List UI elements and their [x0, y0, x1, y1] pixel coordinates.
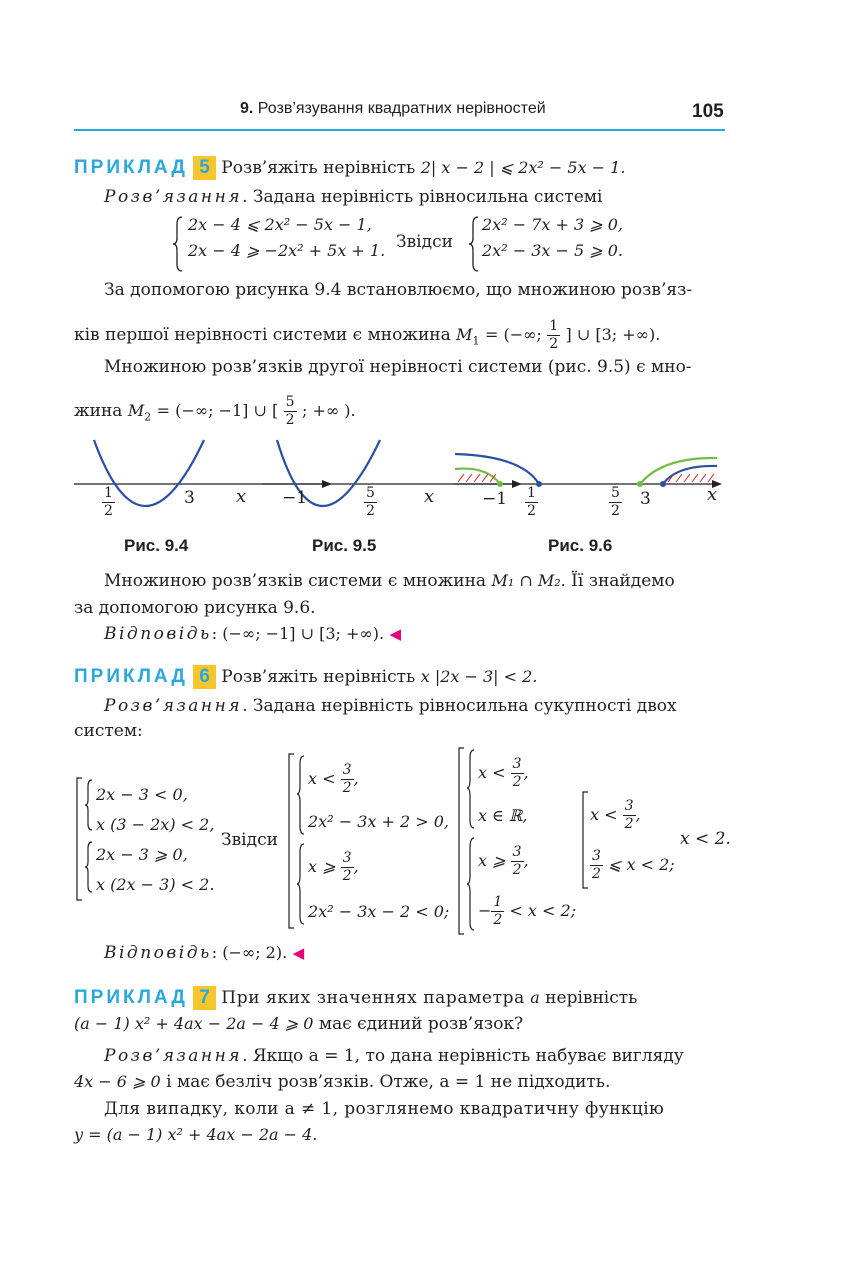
- system2-line2: 2x² − 3x − 5 ⩾ 0.: [482, 241, 623, 260]
- example7-para-line2: y = (a − 1) x² + 4ax − 2a − 4.: [74, 1125, 318, 1144]
- fig95-root2: [364, 485, 377, 520]
- example6-result: x < 2.: [680, 829, 731, 849]
- example7-heading: [74, 986, 637, 1010]
- m1-part2: ] ∪ [3; +∞).: [565, 325, 661, 344]
- example6-solution-intro2: систем:: [74, 721, 143, 741]
- m1-sub: 1: [472, 334, 480, 348]
- fig95-root2-num: 5: [366, 485, 375, 501]
- frac-den: 2: [592, 866, 601, 882]
- para3-line1: [104, 570, 675, 592]
- fig96-p2-num: 1: [527, 485, 536, 501]
- frac-3-2: [590, 848, 603, 883]
- example7-task-math: (a − 1) x² + 4ax − 2a − 4 ⩾ 0: [74, 1014, 314, 1033]
- m2-part2: ; +∞ ).: [301, 401, 356, 420]
- example7-task: При яких значеннях параметра: [221, 988, 525, 1008]
- fig94-root1-den: 2: [104, 503, 113, 519]
- section-number: 9.: [240, 100, 254, 117]
- fig96-p3-den: 2: [611, 503, 620, 519]
- fig96-p2-den: 2: [527, 503, 536, 519]
- solution-line2-text: і має безліч розв’язків. Отже, a = 1 не підходить.: [166, 1072, 611, 1092]
- example6-answer: [104, 942, 304, 964]
- frac-3-2: [511, 844, 524, 879]
- s3-line4-text: < x < 2;: [509, 901, 577, 920]
- fig95-caption: Рис. 9.5: [312, 536, 377, 555]
- s3-line2: x ∈ ℝ,: [478, 806, 528, 825]
- para1-line2-text: ків першої нерівності системи є множина: [74, 325, 451, 345]
- fig94-root1: [102, 485, 115, 520]
- para3-line2: за допомогою рисунка 9.6.: [74, 598, 316, 618]
- para3-math: M₁ ∩ M₂.: [491, 571, 566, 590]
- system1-line2: 2x − 4 ⩾ −2x² + 5x + 1.: [188, 241, 386, 260]
- m2-frac-den: 2: [285, 412, 295, 428]
- example7-para-line1: Для випадку, коли a ≠ 1, розглянемо квадратичну функцію: [104, 1099, 665, 1119]
- para3-cont: Її знайдемо: [571, 571, 675, 591]
- fig94-root1-num: 1: [104, 485, 113, 501]
- zvidsy-label: Звідси: [396, 232, 453, 252]
- s1-line4: x (2x − 3) < 2.: [96, 875, 215, 894]
- answer-label: Відповідь: [104, 624, 212, 644]
- solution-intro-text: . Задана нерівність рівносильна сукупності двох: [242, 696, 677, 716]
- figures-9-4-9-6: [72, 432, 732, 527]
- example6-task-math: x |2x − 3| < 2.: [420, 667, 538, 686]
- s2-line3-text: x ⩾: [308, 857, 336, 876]
- s3-line4-minus: −: [478, 901, 492, 920]
- frac-num: 1: [493, 894, 503, 910]
- example6-number: 6: [193, 665, 216, 689]
- brace-icon: [172, 216, 184, 272]
- frac-num: 3: [592, 848, 601, 864]
- example6-task: Розв’яжіть нерівність: [221, 667, 416, 687]
- frac-num: 3: [342, 850, 352, 866]
- s4-line1-text: x <: [590, 805, 618, 824]
- m1-frac-den: 2: [549, 336, 559, 352]
- frac-num: 3: [624, 798, 634, 814]
- solution-line1-text: . Якщо a = 1, то дана нерівність набуває вигляду: [242, 1046, 684, 1066]
- s1-line3: 2x − 3 ⩾ 0,: [96, 845, 188, 864]
- solution-line2-math: 4x − 6 ⩾ 0: [74, 1072, 161, 1091]
- example5-task: Розв’яжіть нерівність: [221, 158, 416, 178]
- fig96-p2: [525, 485, 538, 520]
- para1-line1: За допомогою рисунка 9.4 встановлюємо, що множиною розв’яз-: [104, 280, 693, 300]
- frac-3-2: [623, 798, 636, 833]
- bracket-icon: [456, 746, 480, 936]
- example6-solution-intro: [104, 695, 677, 717]
- param-a: a: [530, 988, 540, 1007]
- solution-label: Розв’язання: [104, 187, 243, 207]
- s3-line3-text: x ⩾: [478, 851, 506, 870]
- answer-label: Відповідь: [104, 943, 212, 963]
- s1-line2: x (3 − 2x) < 2,: [96, 815, 215, 834]
- answer-text: : (−∞; 2).: [211, 943, 288, 962]
- zvidsy-label-2: Звідси: [221, 830, 278, 850]
- m2-sub: 2: [144, 410, 152, 424]
- s3-line1-text: x <: [478, 763, 506, 782]
- m2-label: M: [127, 401, 145, 420]
- example7-solution-line2: [74, 1071, 610, 1093]
- bracket-icon: [580, 790, 590, 890]
- fig95-axis: x: [424, 486, 435, 507]
- frac-den: 2: [493, 912, 503, 928]
- m1-part1: = (−∞;: [484, 325, 542, 344]
- m2-frac-num: 5: [285, 394, 295, 410]
- example5-number: 5: [193, 156, 216, 180]
- m1-label: M: [456, 325, 473, 344]
- frac-den: 2: [512, 862, 522, 878]
- answer-text: : (−∞; −1] ∪ [3; +∞).: [211, 624, 385, 643]
- para2-line1: Множиною розв’язків другої нерівності системи (рис. 9.5) є мно-: [104, 357, 692, 377]
- frac-den: 2: [624, 816, 634, 832]
- m2-fraction: [284, 394, 297, 429]
- example7-label: ПРИКЛАД: [74, 987, 188, 1008]
- fig96-caption: Рис. 9.6: [548, 536, 613, 555]
- frac-3-2: [511, 756, 524, 791]
- m1-fraction: [547, 318, 560, 353]
- m2-part1: = (−∞; −1] ∪ [: [156, 401, 279, 420]
- example5-solution-intro: [104, 186, 602, 208]
- frac-num: 3: [342, 762, 352, 778]
- solution-label: Розв’язання: [104, 1046, 243, 1066]
- example5-label: ПРИКЛАД: [74, 157, 188, 178]
- system1-line1: 2x − 4 ⩽ 2x² − 5x − 1,: [188, 215, 372, 234]
- fig96-axis: x: [707, 484, 718, 505]
- s2-line2: 2x² − 3x + 2 > 0,: [308, 812, 449, 831]
- s2-line4: 2x² − 3x − 2 < 0;: [308, 902, 450, 921]
- fig96-p4: 3: [640, 489, 651, 509]
- end-mark-icon: ◀: [292, 944, 305, 962]
- frac-num: 3: [512, 756, 522, 772]
- example7-number: 7: [193, 986, 216, 1010]
- fig94-root2: 3: [184, 488, 195, 508]
- bracket-icon: [286, 752, 310, 930]
- fig95-root1: −1: [282, 488, 308, 508]
- header-rule: [74, 129, 725, 131]
- frac-den: 2: [342, 780, 352, 796]
- page-number: 105: [692, 101, 724, 122]
- fig96-p3-num: 5: [611, 485, 620, 501]
- example6-label: ПРИКЛАД: [74, 666, 188, 687]
- m1-frac-num: 1: [549, 318, 559, 334]
- para2-line2-text: жина: [74, 401, 123, 421]
- section-title: Розв’язування квадратних нерівностей: [257, 100, 546, 117]
- fig95-root2-den: 2: [366, 503, 375, 519]
- frac-3-2: [341, 850, 354, 885]
- example7-task-end: нерівність: [545, 988, 638, 1008]
- running-header: [240, 100, 546, 118]
- frac-den: 2: [512, 774, 522, 790]
- fig96-p3: [609, 485, 622, 520]
- solution-intro-text: . Задана нерівність рівносильна системі: [242, 187, 603, 207]
- frac-num: 3: [512, 844, 522, 860]
- example5-task-math: 2| x − 2 | ⩽ 2x² − 5x − 1.: [420, 158, 626, 177]
- solution-label: Розв’язання: [104, 696, 243, 716]
- example5-answer: [104, 623, 401, 645]
- example7-task-line2-end: має єдиний розв’язок?: [318, 1014, 524, 1034]
- frac-3-2: [341, 762, 354, 797]
- fig94-axis: x: [236, 486, 247, 507]
- fig96-graph: [454, 454, 722, 488]
- fig94-caption: Рис. 9.4: [124, 536, 189, 555]
- example6-heading: [74, 665, 537, 689]
- fig96-p1: −1: [482, 489, 508, 509]
- example7-task-line2: [74, 1013, 523, 1035]
- example5-heading: [74, 156, 625, 180]
- s2-line1-text: x <: [308, 769, 336, 788]
- example7-solution-line1: [104, 1045, 684, 1067]
- end-mark-icon: ◀: [389, 625, 401, 643]
- frac-1-2: [491, 894, 504, 929]
- para2-line2: [74, 394, 356, 429]
- system2-line1: 2x² − 7x + 3 ⩾ 0,: [482, 215, 623, 234]
- para1-line2: [74, 318, 660, 353]
- para3-text: Множиною розв’язків системи є множина: [104, 571, 487, 591]
- bracket-icon: [74, 776, 98, 902]
- brace-icon: [468, 216, 480, 272]
- s4-line2-text: ⩽ x < 2;: [608, 855, 675, 874]
- s1-line1: 2x − 3 < 0,: [96, 785, 188, 804]
- frac-den: 2: [342, 868, 352, 884]
